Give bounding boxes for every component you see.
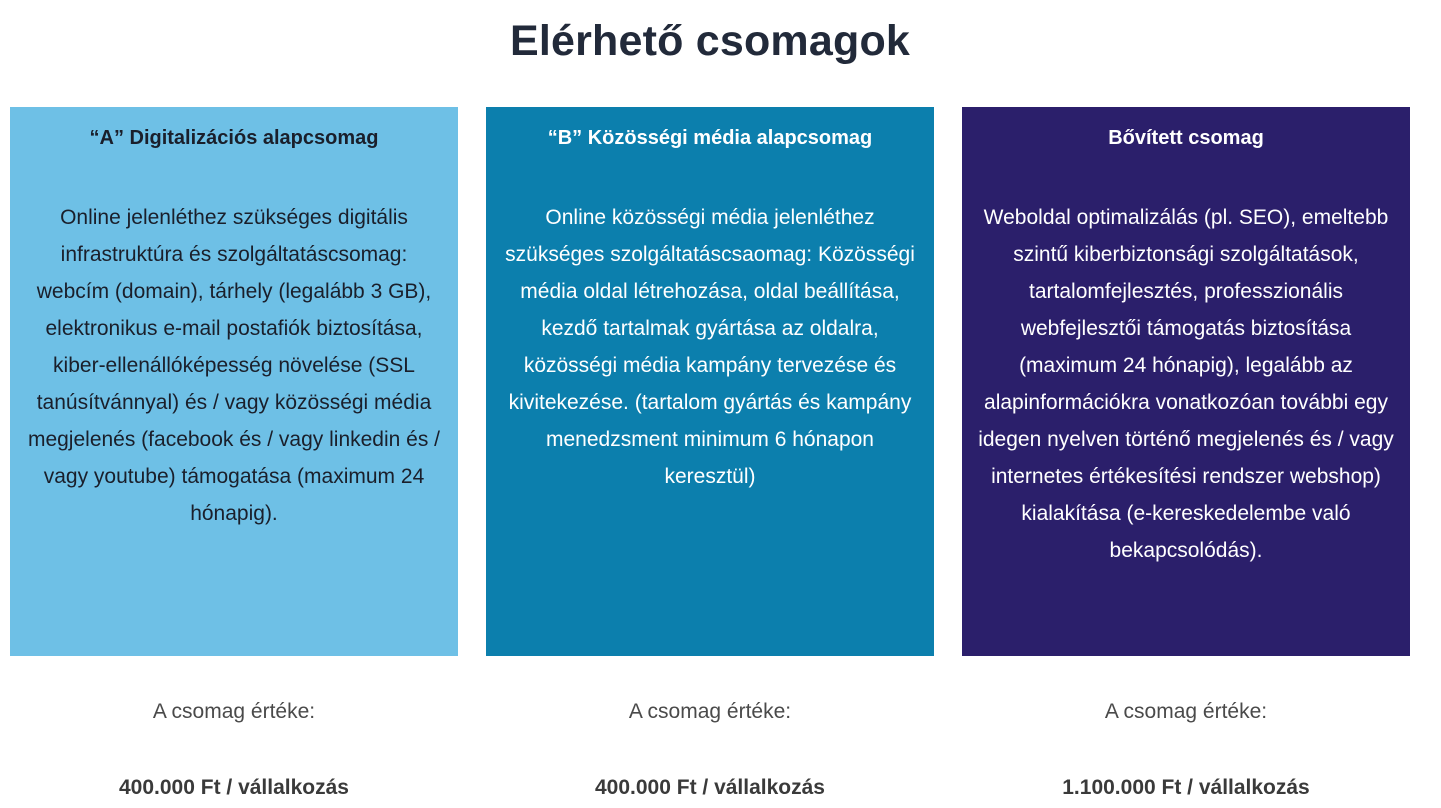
page-title: Elérhető csomagok bbox=[509, 17, 911, 65]
price-label: A csomag értéke: bbox=[152, 700, 316, 723]
package-title: “B” Közösségi média alapcsomag bbox=[547, 127, 873, 149]
package-title: “A” Digitalizációs alapcsomag bbox=[89, 127, 379, 149]
package-description: Online közösségi média jelenléthez szükséges szolgáltatáscsaomag: Közösségi média oldal létrehozása, oldal beállítása, kezdő tartalmak gyártása az oldalra, közösségi média kampány tervezése és kivitekezése. (tartalom gyártás és kampány menedzsment minimum 6 hónapon keresztül) bbox=[505, 206, 915, 488]
package-column-a bbox=[10, 107, 458, 799]
price-value: 400.000 Ft / vállalkozás bbox=[595, 776, 825, 799]
package-column-b bbox=[486, 107, 934, 799]
package-title: Bővített csomag bbox=[1108, 127, 1264, 149]
package-card-a bbox=[10, 107, 458, 656]
package-card-extended bbox=[962, 107, 1410, 656]
price-label: A csomag értéke: bbox=[628, 700, 792, 723]
package-description: Weboldal optimalizálás (pl. SEO), emeltebb szintű kiberbiztonsági szolgáltatások, tartalomfejlesztés, professzionális webfejlesztői támogatás biztosítása (maximum 24 hónapig), legalább az alapinformációkra vonatkozóan további egy idegen nyelven történő megjelenés és / vagy internetes értékesítési rendszer webshop) kialakítása (e-kereskedelembe való bekapcsolódás). bbox=[978, 206, 1394, 562]
price-value: 1.100.000 Ft / vállalkozás bbox=[1062, 776, 1310, 799]
package-card-b bbox=[486, 107, 934, 656]
package-description: Online jelenléthez szükséges digitális infrastruktúra és szolgáltatáscsomag: webcím (domain), tárhely (legalább 3 GB), elektronikus e-mail postafiók biztosítása, kiber-ellenállóképesség növelése (SSL tanúsítvánnyal) és / vagy közösségi média megjelenés (facebook és / vagy linkedin és / vagy youtube) támogatása (maximum 24 hónapig). bbox=[27, 206, 441, 525]
price-value: 400.000 Ft / vállalkozás bbox=[119, 776, 349, 799]
price-label: A csomag értéke: bbox=[1104, 700, 1268, 723]
package-column-extended bbox=[962, 107, 1410, 799]
